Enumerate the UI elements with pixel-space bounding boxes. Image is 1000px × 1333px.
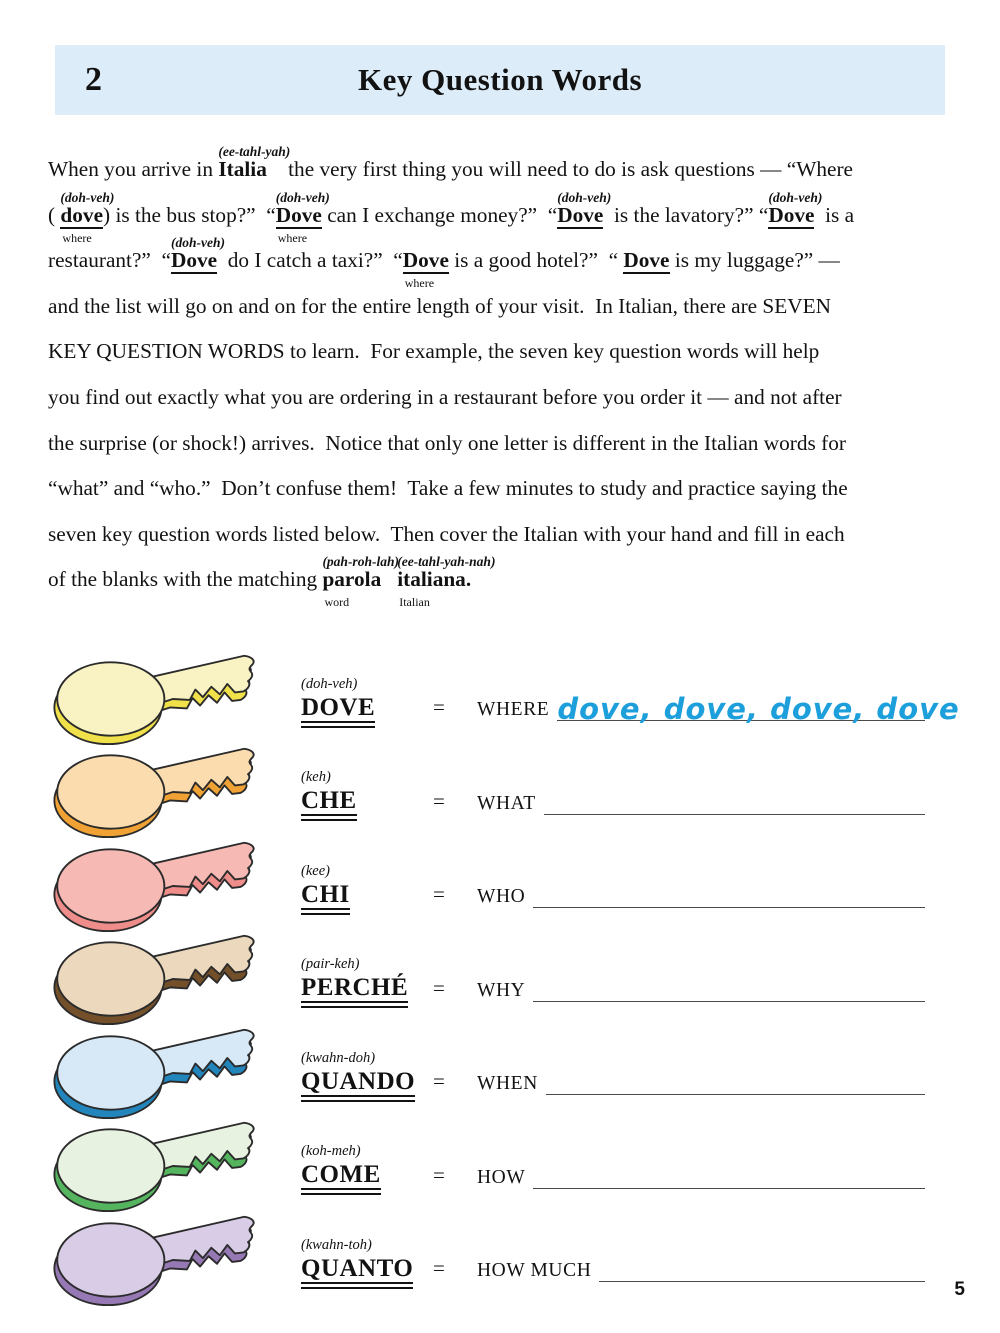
paragraph-line — [48, 235, 953, 291]
chapter-title: Key Question Words — [357, 62, 643, 97]
pronunciation-guide: (doh-veh) — [301, 675, 358, 692]
pronunciation-guide: (kwahn-doh) — [301, 1049, 376, 1066]
key-word-row — [45, 1026, 925, 1120]
english-answer-area — [477, 788, 925, 815]
english-word: HOW — [477, 1166, 526, 1188]
text-run: restaurant?” “ — [48, 248, 171, 273]
key-icon — [45, 839, 301, 933]
english-word: HOW MUCH — [477, 1260, 592, 1282]
annotated-italian-word — [623, 250, 669, 274]
pronunciation-guide: (keh) — [301, 769, 331, 786]
translation-gloss: Italian — [399, 594, 430, 609]
pronunciation-guide: (ee-tahl-yah-nah) — [397, 554, 496, 570]
english-answer-area — [477, 692, 960, 727]
english-word: WHEN — [477, 1073, 538, 1095]
italian-word-column — [301, 1143, 433, 1195]
key-icon — [45, 1213, 301, 1307]
equals-sign: = — [433, 695, 445, 720]
pronunciation-guide: (kee) — [301, 862, 330, 879]
intro-paragraph — [48, 144, 953, 609]
key-word-row — [45, 1120, 925, 1214]
paragraph-line — [48, 189, 953, 245]
italian-word: italiana. — [397, 567, 472, 592]
english-word: WHY — [477, 979, 526, 1001]
italian-word: Dove — [402, 248, 449, 273]
italian-word-column — [301, 676, 433, 728]
key-icon — [45, 745, 301, 839]
italian-key-word-text: CHI — [301, 882, 350, 910]
annotated-italian-word — [60, 189, 115, 245]
annotated-italian-word — [170, 235, 225, 274]
fill-in-blank[interactable] — [546, 1068, 925, 1095]
italian-word: Dove — [768, 202, 815, 227]
chapter-number: 2 — [85, 61, 102, 98]
english-answer-area — [477, 975, 925, 1002]
handwritten-answer: dove, dove, dove, dove — [557, 692, 960, 727]
text-run: seven key question words listed below. Then cover the Italian with your hand and fill in each — [48, 521, 845, 546]
translation-gloss: where — [62, 230, 92, 245]
pronunciation-guide: (ee-tahl-yah) — [218, 144, 291, 159]
italian-word: parola — [322, 567, 382, 592]
english-answer-area — [477, 1162, 925, 1189]
text-run — [381, 567, 397, 591]
italian-key-word-text: COME — [301, 1162, 381, 1190]
equals-sign: = — [433, 788, 445, 813]
equals-sign: = — [433, 1069, 445, 1094]
key-icon — [45, 1119, 301, 1213]
key-words-list — [45, 652, 960, 1307]
pronunciation-guide: (doh-veh) — [768, 189, 823, 205]
italian-key-word — [301, 695, 375, 728]
italian-key-word-text: PERCHÉ — [301, 975, 408, 1003]
key-icon — [45, 1026, 301, 1120]
text-run: When you arrive in — [48, 157, 219, 181]
key-word-row — [45, 652, 960, 746]
page-number: 5 — [954, 1279, 965, 1300]
pronunciation-guide: (doh-veh) — [60, 189, 115, 205]
italian-key-word — [301, 882, 350, 915]
italian-word: Italia — [218, 157, 267, 181]
italian-key-word-text: DOVE — [301, 695, 375, 723]
text-run: is a — [814, 202, 855, 227]
paragraph-line — [48, 554, 953, 609]
italian-word-column — [301, 1050, 433, 1102]
pronunciation-guide: (pair-keh) — [301, 956, 360, 973]
paragraph-line — [48, 144, 953, 193]
chapter-header — [55, 45, 945, 115]
equals-sign: = — [433, 882, 445, 907]
equals-sign: = — [433, 975, 445, 1000]
italian-word: Dove — [623, 248, 670, 273]
paragraph-line — [48, 329, 953, 375]
text-run: “what” and “who.” Don’t confuse them! Take a few minutes to study and practice saying the — [48, 476, 848, 501]
annotated-italian-word — [218, 144, 291, 181]
italian-word-column — [301, 863, 433, 915]
annotated-italian-word — [768, 189, 823, 229]
fill-in-blank[interactable] — [533, 881, 925, 908]
text-run: is the lavatory?” “ — [603, 202, 769, 227]
italian-key-word — [301, 1256, 413, 1289]
english-word: WHERE — [477, 699, 550, 721]
pronunciation-guide: (doh-veh) — [170, 235, 225, 251]
fill-in-blank[interactable] — [533, 1162, 925, 1189]
annotated-italian-word — [557, 189, 612, 229]
italian-key-word — [301, 1162, 381, 1195]
italian-word: dove — [60, 202, 104, 227]
italian-key-word-text: CHE — [301, 788, 357, 816]
italian-key-word — [301, 975, 408, 1008]
pronunciation-guide: (doh-veh) — [275, 189, 330, 205]
key-icon — [45, 932, 301, 1026]
key-word-row — [45, 746, 925, 840]
paragraph-line — [48, 375, 953, 421]
key-word-row — [45, 1213, 925, 1307]
italian-key-word-text: QUANTO — [301, 1256, 413, 1284]
english-word: WHAT — [477, 792, 536, 814]
equals-sign: = — [433, 1162, 445, 1187]
pronunciation-guide: (koh-meh) — [301, 1143, 361, 1160]
fill-in-blank[interactable] — [533, 975, 925, 1002]
text-run: ( — [48, 202, 61, 227]
paragraph-line — [48, 421, 953, 467]
english-word: WHO — [477, 886, 526, 908]
equals-sign: = — [433, 1256, 445, 1281]
key-word-row — [45, 839, 925, 933]
text-run: and the list will go on and on for the entire length of your visit. In Italian, there are SEVEN — [48, 293, 832, 318]
pronunciation-guide: (kwahn-toh) — [301, 1236, 372, 1253]
italian-word-column — [301, 956, 433, 1008]
text-run: KEY QUESTION WORDS to learn. For example, the seven key question words will help — [48, 339, 820, 364]
text-run: you find out exactly what you are ordering in a restaurant before you order it — and not after — [48, 384, 842, 409]
italian-word: Dove — [557, 202, 604, 227]
translation-gloss: where — [404, 276, 435, 291]
fill-in-blank[interactable] — [599, 1255, 925, 1282]
italian-word: Dove — [275, 202, 322, 227]
italian-key-word-text: QUANDO — [301, 1069, 415, 1097]
italian-key-word — [301, 788, 357, 821]
translation-gloss: word — [324, 594, 350, 609]
english-answer-area — [477, 1068, 925, 1095]
text-run: the very first thing you will need to do is ask questions — “Where — [266, 157, 853, 181]
paragraph-line — [48, 512, 953, 558]
text-run: can I exchange money?” “ — [321, 202, 558, 227]
text-run: of the blanks with the matching — [48, 567, 323, 592]
text-run: ) is the bus stop?” “ — [103, 202, 276, 227]
fill-in-blank[interactable] — [544, 788, 925, 815]
text-run: the surprise (or shock!) arrives. Notice that only one letter is different in the Italian words for — [48, 430, 846, 455]
key-icon — [45, 652, 301, 746]
fill-in-blank[interactable] — [557, 692, 960, 727]
annotated-italian-word — [322, 554, 399, 609]
paragraph-line — [48, 466, 953, 512]
italian-word: Dove — [170, 248, 218, 273]
italian-word-column — [301, 1237, 433, 1289]
english-answer-area — [477, 1255, 925, 1282]
italian-key-word — [301, 1069, 415, 1102]
paragraph-line — [48, 284, 953, 330]
pronunciation-guide: (pah-roh-lah) — [322, 554, 399, 570]
text-run: do I catch a taxi?” “ — [217, 248, 403, 273]
english-answer-area — [477, 881, 925, 908]
annotated-italian-word — [402, 248, 449, 291]
text-run: is a good hotel?” “ — [448, 248, 624, 273]
key-word-row — [45, 933, 925, 1027]
translation-gloss: where — [277, 230, 308, 245]
annotated-italian-word — [275, 189, 330, 245]
italian-word-column — [301, 769, 433, 821]
pronunciation-guide: (doh-veh) — [557, 189, 612, 205]
annotated-italian-word — [397, 554, 496, 609]
text-run: is my luggage?” — — [669, 248, 840, 273]
